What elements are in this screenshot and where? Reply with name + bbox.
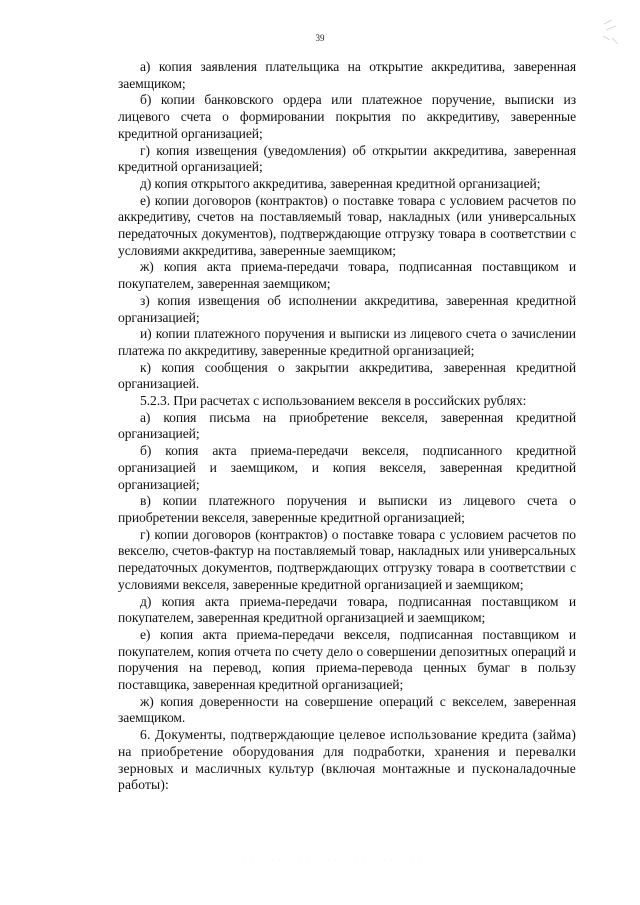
paragraph-5-2-2-e: е) копии договоров (контрактов) о поставке товара с условием расчетов по аккредитиву, счетов на поставляемый товар, накладных (или универсальных передаточных документов), подтверждающие отгрузку товара в соответствии с условиями аккредитива, заверенные заемщиком;	[118, 192, 576, 258]
paragraph-5-2-3-e: е) копия акта приема-передачи векселя, подписанная поставщиком и покупателем, копия отчета по счету дело о совершении депозитных операций и поручения на перевод, копия приема-перевода ценных бумаг в пользу поставщика, заверенная кредитной организацией;	[118, 626, 576, 693]
paragraph-5-2-2-g: г) копия извещения (уведомления) об открытии аккредитива, заверенная кредитной организацией;	[118, 142, 576, 175]
scan-artifact-mark	[600, 18, 622, 46]
document-body	[118, 59, 576, 794]
paragraph-5-2-2-zh: ж) копия акта приема-передачи товара, подписанная поставщиком и покупателем, заверенная заемщиком;	[118, 259, 576, 292]
scan-artifact-dots	[230, 858, 440, 862]
section-heading-5-2-3: 5.2.3. При расчетах с использованием векселя в российских рублях:	[140, 393, 527, 409]
paragraph-5-2-3-zh: ж) копия доверенности на совершение операций с векселем, заверенная заемщиком.	[118, 693, 576, 726]
paragraph-5-2-3-b: б) копия акта приема-передачи векселя, подписанного кредитной организацией и заемщиком, и копия векселя, заверенная кредитной организацией;	[118, 443, 576, 492]
paragraph-5-2-2-b: б) копии банковского ордера или платежное поручение, выписки из лицевого счета о формировании покрытия по аккредитиву, заверенные кредитной организацией;	[118, 92, 576, 141]
paragraph-5-2-2-i: и) копии платежного поручения и выписки из лицевого счета о зачислении платежа по аккредитиву, заверенные кредитной организацией;	[118, 326, 576, 358]
paragraph-5-2-3-d: д) копия акта приема-передачи товара, подписанная поставщиком и покупателем, заверенная кредитной организацией и заемщиком;	[118, 593, 576, 626]
paragraph-5-2-2-a: а) копия заявления плательщика на открытие аккредитива, заверенная заемщиком;	[118, 59, 576, 91]
paragraph-5-2-3-v: в) копии платежного поручения и выписки из лицевого счета о приобретении векселя, заверенные кредитной организацией;	[118, 493, 576, 525]
paragraph-5-2-3-g: г) копии договоров (контрактов) о поставке товара с условием расчетов по векселю, счетов-фактур на поставляемый товар, накладных или универсальных передаточных документов, подтверждающих отгрузку товара в соответствии с условиями векселя, заверенные кредитной организацией и заемщиком;	[118, 526, 576, 592]
paragraph-5-2-2-z: з) копия извещения об исполнении аккредитива, заверенная кредитной организацией;	[118, 292, 576, 325]
paragraph-5-2-3-a: а) копия письма на приобретение векселя, заверенная кредитной организацией;	[118, 409, 576, 442]
page-number: 39	[315, 33, 325, 43]
paragraph-5-2-2-d: д) копия открытого аккредитива, заверенная кредитной организацией;	[140, 175, 541, 191]
section-heading-6: 6. Документы, подтверждающие целевое использование кредита (займа) на приобретение оборудования для подработки, хранения и перевалки зерновых и масличных культур (включая монтажные и пусконаладочные работы):	[118, 727, 576, 793]
paragraph-5-2-2-k: к) копия сообщения о закрытии аккредитива, заверенная кредитной организацией.	[118, 359, 576, 392]
